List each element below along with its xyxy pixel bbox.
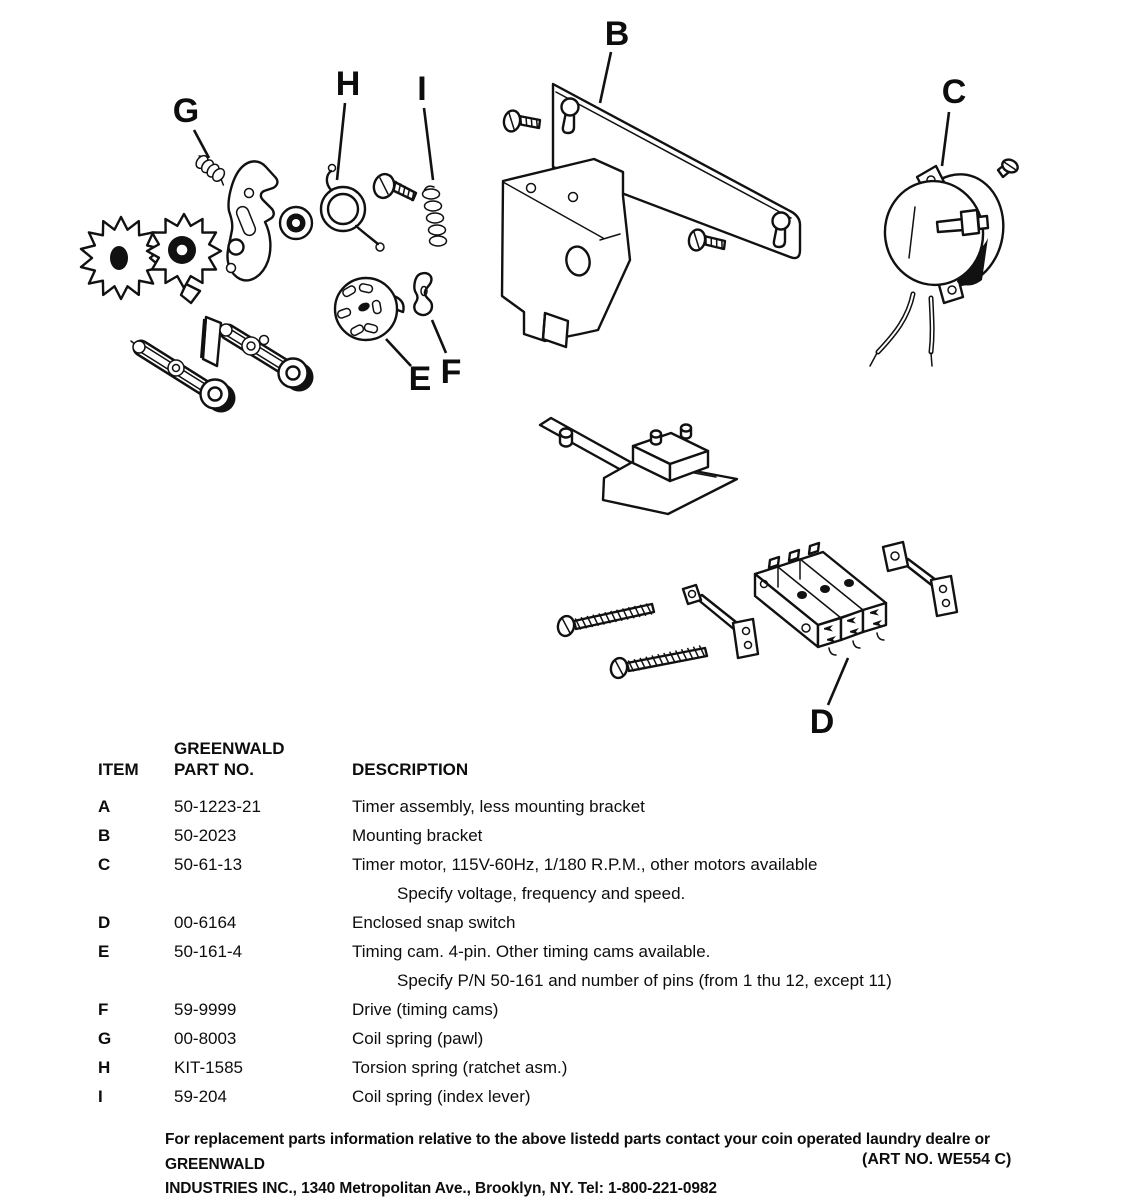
header-greenwald: GREENWALD (174, 739, 285, 758)
coil-spring-pawl-drawing (193, 153, 231, 187)
bracket-screw-left-drawing (502, 109, 540, 132)
callout-f: F (440, 353, 462, 391)
row-item-letter: A (98, 797, 111, 816)
bracket-screw-right-drawing (687, 228, 725, 251)
leader-line-b (600, 52, 611, 103)
row-description: Coil spring (index lever) (352, 1087, 531, 1106)
row-item-letter: D (98, 913, 111, 932)
row-item-letter: H (98, 1058, 111, 1077)
leader-line-e (386, 339, 411, 366)
row-part-number: 59-204 (174, 1087, 227, 1106)
row-note: Specify P/N 50-161 and number of pins (from 1 thu 12, except 11) (397, 971, 892, 990)
pawl-ratchet-drawing (227, 161, 278, 280)
ratchet-screw-drawing (371, 172, 416, 201)
bushing-ring-drawing (280, 207, 312, 239)
table-row (98, 937, 1048, 966)
callout-i: I (417, 70, 427, 108)
footer-line2: INDUSTRIES INC., 1340 Metropolitan Ave., Brooklyn, NY. Tel: 1-800-221-0982 (165, 1180, 717, 1197)
long-screw-top-drawing (556, 603, 654, 637)
row-part-number: KIT-1585 (174, 1058, 243, 1077)
mounting-bracket-drawing (502, 84, 800, 347)
timing-cam-drawing (335, 278, 404, 340)
callout-g: G (172, 92, 200, 130)
coil-spring-index-drawing (423, 186, 447, 246)
row-item-letter: C (98, 855, 111, 874)
header-spacer (352, 738, 1048, 759)
switch-strap-right-drawing (883, 542, 957, 616)
row-description: Torsion spring (ratchet asm.) (352, 1058, 568, 1077)
row-description: Timing cam. 4-pin. Other timing cams available. (352, 942, 711, 961)
callout-b: B (604, 15, 630, 53)
row-part-number: 50-1223-21 (174, 797, 261, 816)
table-header-line1 (98, 738, 1048, 759)
table-row (98, 821, 1048, 850)
table-row (98, 792, 1048, 821)
table-row (98, 995, 1048, 1024)
row-item-letter: F (98, 1000, 109, 1019)
row-description: Timer motor, 115V-60Hz, 1/180 R.P.M., other motors available (352, 855, 818, 874)
row-item-letter: B (98, 826, 111, 845)
row-item-letter: E (98, 942, 110, 961)
torsion-spring-drawing (321, 165, 384, 252)
leader-line-f (432, 320, 446, 353)
callout-h: H (335, 65, 361, 103)
row-description: Enclosed snap switch (352, 913, 516, 932)
row-part-number: 00-6164 (174, 913, 237, 932)
header-spacer (98, 738, 174, 759)
leader-line-i (424, 108, 433, 180)
row-description: Coil spring (pawl) (352, 1029, 484, 1048)
row-part-number: 50-161-4 (174, 942, 243, 961)
table-row (98, 1053, 1048, 1082)
cam-drive-clip-drawing (414, 273, 432, 315)
row-note: Specify voltage, frequency and speed. (397, 884, 686, 903)
header-item: ITEM (98, 760, 139, 779)
long-screw-bottom-drawing (609, 645, 707, 679)
parts-table-body (98, 792, 1048, 1111)
row-description: Timer assembly, less mounting bracket (352, 797, 645, 816)
table-row-note (98, 966, 1048, 995)
row-item-letter: G (98, 1029, 112, 1048)
leader-line-h (337, 103, 345, 180)
leader-line-d (828, 658, 848, 705)
row-part-number: 59-9999 (174, 1000, 237, 1019)
sprocket-drawing (147, 214, 221, 303)
table-header-line2 (98, 759, 1048, 780)
leader-line-c (942, 112, 949, 166)
header-description: DESCRIPTION (352, 760, 469, 779)
star-wheel-drawing (81, 217, 161, 299)
snap-switch-stack-drawing (755, 543, 886, 655)
table-row-note (98, 879, 1048, 908)
callout-e: E (408, 360, 432, 398)
table-row (98, 908, 1048, 937)
note-spacer (98, 966, 174, 995)
note-spacer (98, 879, 174, 908)
header-part-no: PART NO. (174, 760, 254, 779)
table-row (98, 1082, 1048, 1111)
row-description: Mounting bracket (352, 826, 483, 845)
table-row (98, 1024, 1048, 1053)
note-spacer (174, 966, 352, 995)
table-row (98, 850, 1048, 879)
art-number: (ART NO. WE554 C) (862, 1151, 1012, 1168)
timer-base-plate-drawing (540, 418, 737, 514)
row-part-number: 00-8003 (174, 1029, 237, 1048)
row-description: Drive (timing cams) (352, 1000, 499, 1019)
note-spacer (174, 879, 352, 908)
row-part-number: 50-61-13 (174, 855, 243, 874)
leader-line-g (194, 130, 209, 158)
footer-line1: For replacement parts information relative to the above listedd parts contact your coin operated laundry dealre or GREENWALD (165, 1131, 990, 1173)
callout-d: D (809, 703, 835, 741)
row-item-letter: I (98, 1087, 103, 1106)
row-part-number: 50-2023 (174, 826, 237, 845)
parts-table (98, 738, 1048, 1111)
callout-c: C (941, 73, 967, 111)
index-lever-left-drawing (131, 341, 236, 413)
timer-motor-drawing (870, 157, 1020, 366)
